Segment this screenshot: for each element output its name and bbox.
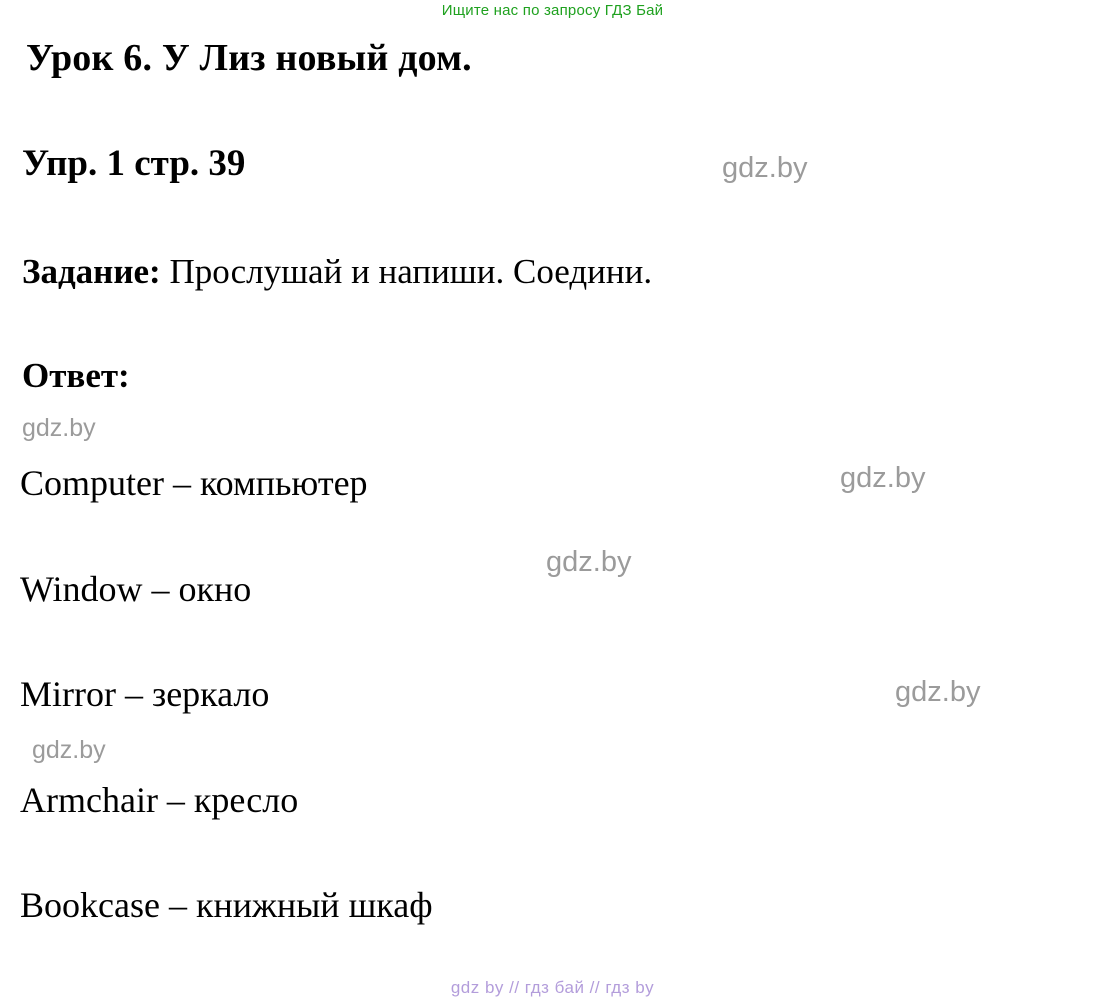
answer-list-item: Bookcase – книжный шкаф bbox=[20, 885, 433, 925]
watermark: gdz.by bbox=[546, 546, 632, 578]
watermark: gdz.by bbox=[895, 676, 981, 708]
watermark: gdz.by bbox=[722, 152, 808, 184]
answer-label: Ответ: bbox=[22, 356, 130, 395]
answer-list-item: Computer – компьютер bbox=[20, 463, 368, 503]
exercise-reference: Упр. 1 стр. 39 bbox=[22, 143, 246, 184]
footer-watermark: gdz by // гдз бай // гдз by bbox=[450, 978, 655, 997]
task-line bbox=[22, 252, 652, 292]
answer-list-item: Armchair – кресло bbox=[20, 780, 299, 820]
watermark: gdz.by bbox=[22, 414, 96, 442]
watermark: gdz.by bbox=[840, 462, 926, 494]
lesson-title: Урок 6. У Лиз новый дом. bbox=[26, 37, 472, 79]
answer-list-item: Window – окно bbox=[20, 569, 252, 609]
top-banner: Ищите нас по запросу ГДЗ Бай bbox=[441, 2, 664, 19]
watermark: gdz.by bbox=[32, 736, 106, 764]
task-text: Прослушай и напиши. Соедини. bbox=[160, 252, 653, 291]
answer-list-item: Mirror – зеркало bbox=[20, 674, 270, 714]
task-label: Задание: bbox=[22, 252, 161, 291]
